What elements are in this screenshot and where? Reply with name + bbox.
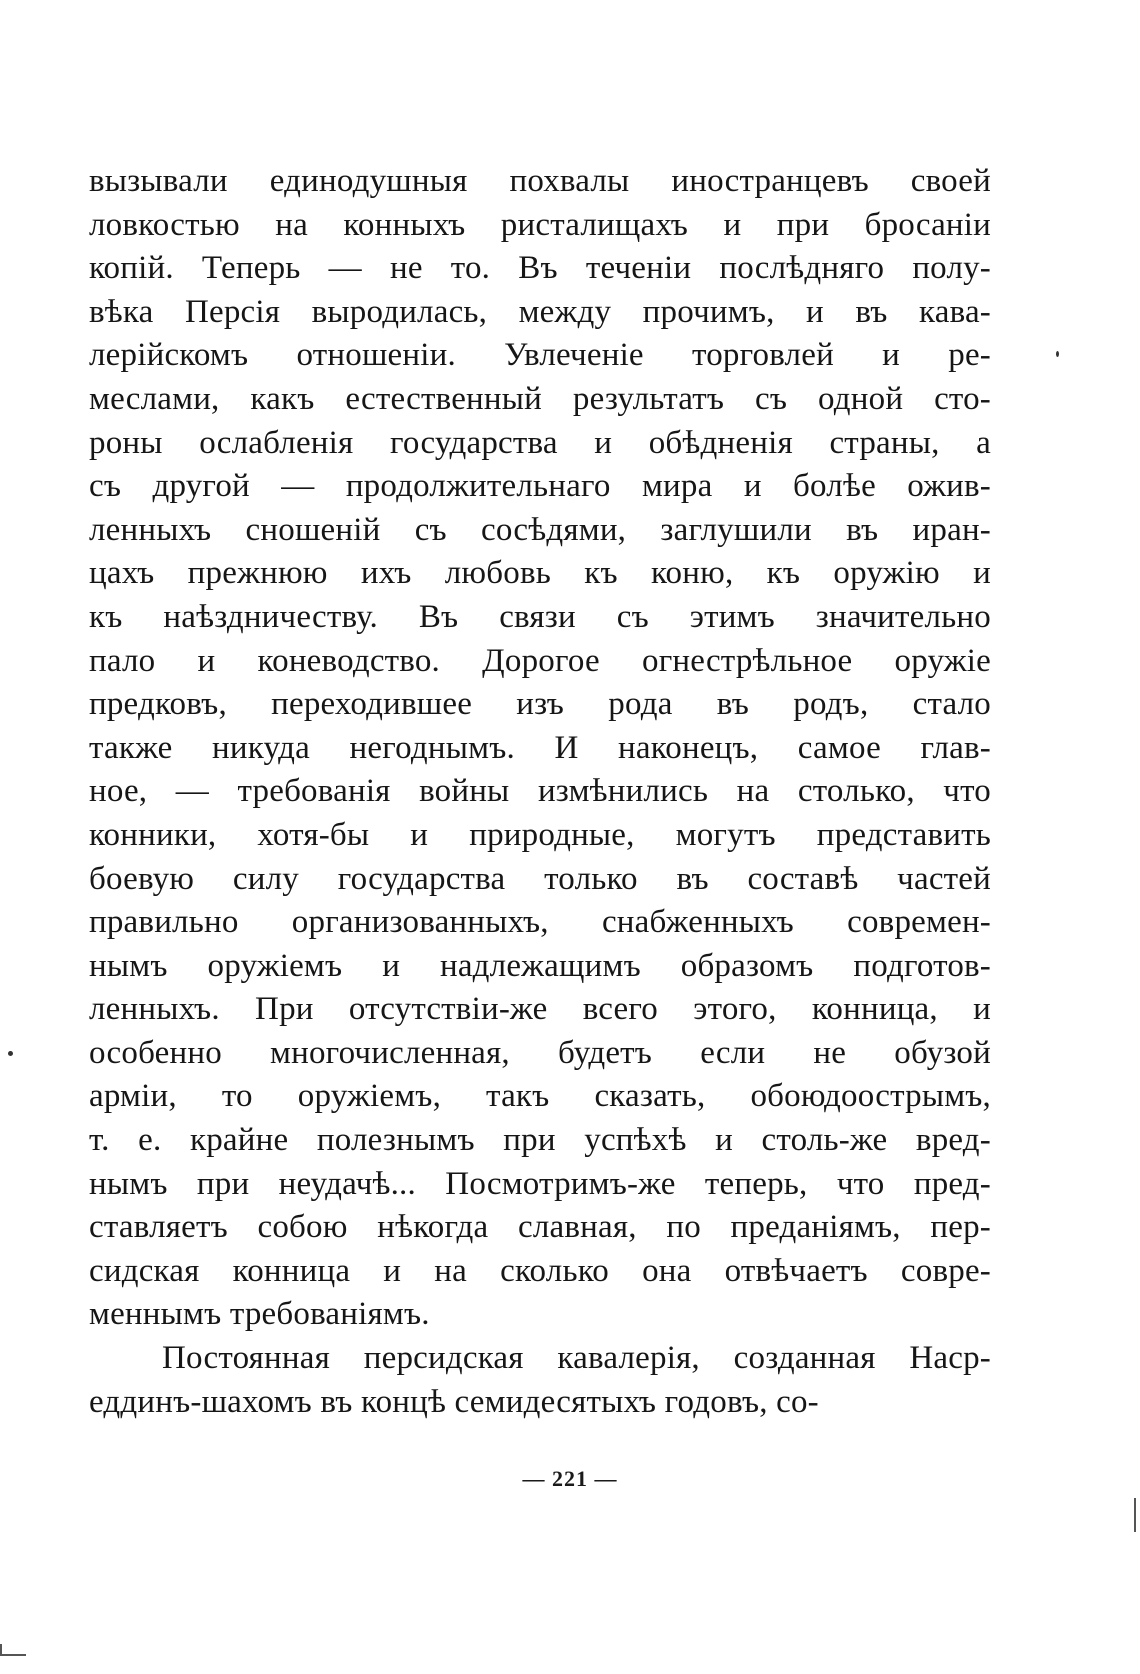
text-line: ленныхъ сношеній съ сосѣдями, заглушили въ иран- [89, 511, 991, 548]
text-line: цахъ прежнюю ихъ любовь къ коню, къ оружію и [89, 555, 991, 592]
text-line: еддинъ-шахомъ въ концѣ семидесятыхъ годовъ, со- [89, 1383, 819, 1420]
text-line: меслами, какъ естественный результатъ съ одной сто- [89, 380, 991, 417]
text-line: ловкостью на конныхъ ристалищахъ и при бросаніи [89, 206, 991, 243]
scan-edge-mark [0, 1654, 26, 1656]
text-line: нымъ при неудачѣ... Посмотримъ-же теперь, что пред- [89, 1165, 991, 1202]
body-text [89, 160, 991, 1424]
text-line: правильно организованныхъ, снабженныхъ современ- [89, 904, 991, 941]
scan-edge-mark [0, 1644, 2, 1656]
text-line: меннымъ требованіямъ. [89, 1296, 430, 1333]
text-line: также никуда негоднымъ. И наконецъ, самое глав- [89, 729, 991, 766]
text-line: Постоянная персидская кавалерія, созданная Наср- [162, 1340, 991, 1377]
text-line: копій. Теперь — не то. Въ теченіи послѣдняго полу- [89, 250, 991, 287]
text-line: конники, хотя-бы и природные, могутъ представить [89, 816, 991, 853]
text-line: арміи, то оружіемъ, такъ сказать, обоюдоострымъ, [89, 1078, 991, 1115]
text-line: ное, — требованія войны измѣнились на столько, что [89, 773, 991, 810]
text-line: ленныхъ. При отсутствіи-же всего этого, конница, и [89, 991, 991, 1028]
text-line: лерійскомъ отношеніи. Увлеченіе торговлей и ре- [89, 337, 991, 374]
text-line: т. е. крайне полезнымъ при успѣхѣ и столь-же вред- [89, 1122, 991, 1159]
text-line: пало и коневодство. Дорогое огнестрѣльное оружіе [89, 642, 991, 679]
page-number: — 221 — [522, 1466, 618, 1491]
text-line: сидская конница и на сколько она отвѣчаетъ совре- [89, 1252, 991, 1289]
text-line: ставляетъ собою нѣкогда славная, по преданіямъ, пер- [89, 1209, 991, 1246]
text-line: къ наѣздничеству. Въ связи съ этимъ значительно [89, 598, 991, 635]
text-line: съ другой — продолжительнаго мира и болѣе ожив- [89, 468, 991, 505]
text-line: роны ослабленія государства и обѣдненія страны, а [89, 424, 991, 461]
scan-speck [1056, 351, 1059, 357]
text-line: вѣка Персія выродилась, между прочимъ, и въ кава- [89, 293, 991, 330]
scan-speck [8, 1051, 13, 1056]
text-line: предковъ, переходившее изъ рода въ родъ, стало [89, 686, 991, 723]
text-line: боевую силу государства только въ составѣ частей [89, 860, 991, 897]
text-line: нымъ оружіемъ и надлежащимъ образомъ подготов- [89, 947, 991, 984]
text-line: вызывали единодушныя похвалы иностранцевъ своей [89, 163, 991, 199]
scan-edge-mark [1134, 1498, 1136, 1532]
text-line: особенно многочисленная, будетъ если не обузой [89, 1034, 991, 1071]
